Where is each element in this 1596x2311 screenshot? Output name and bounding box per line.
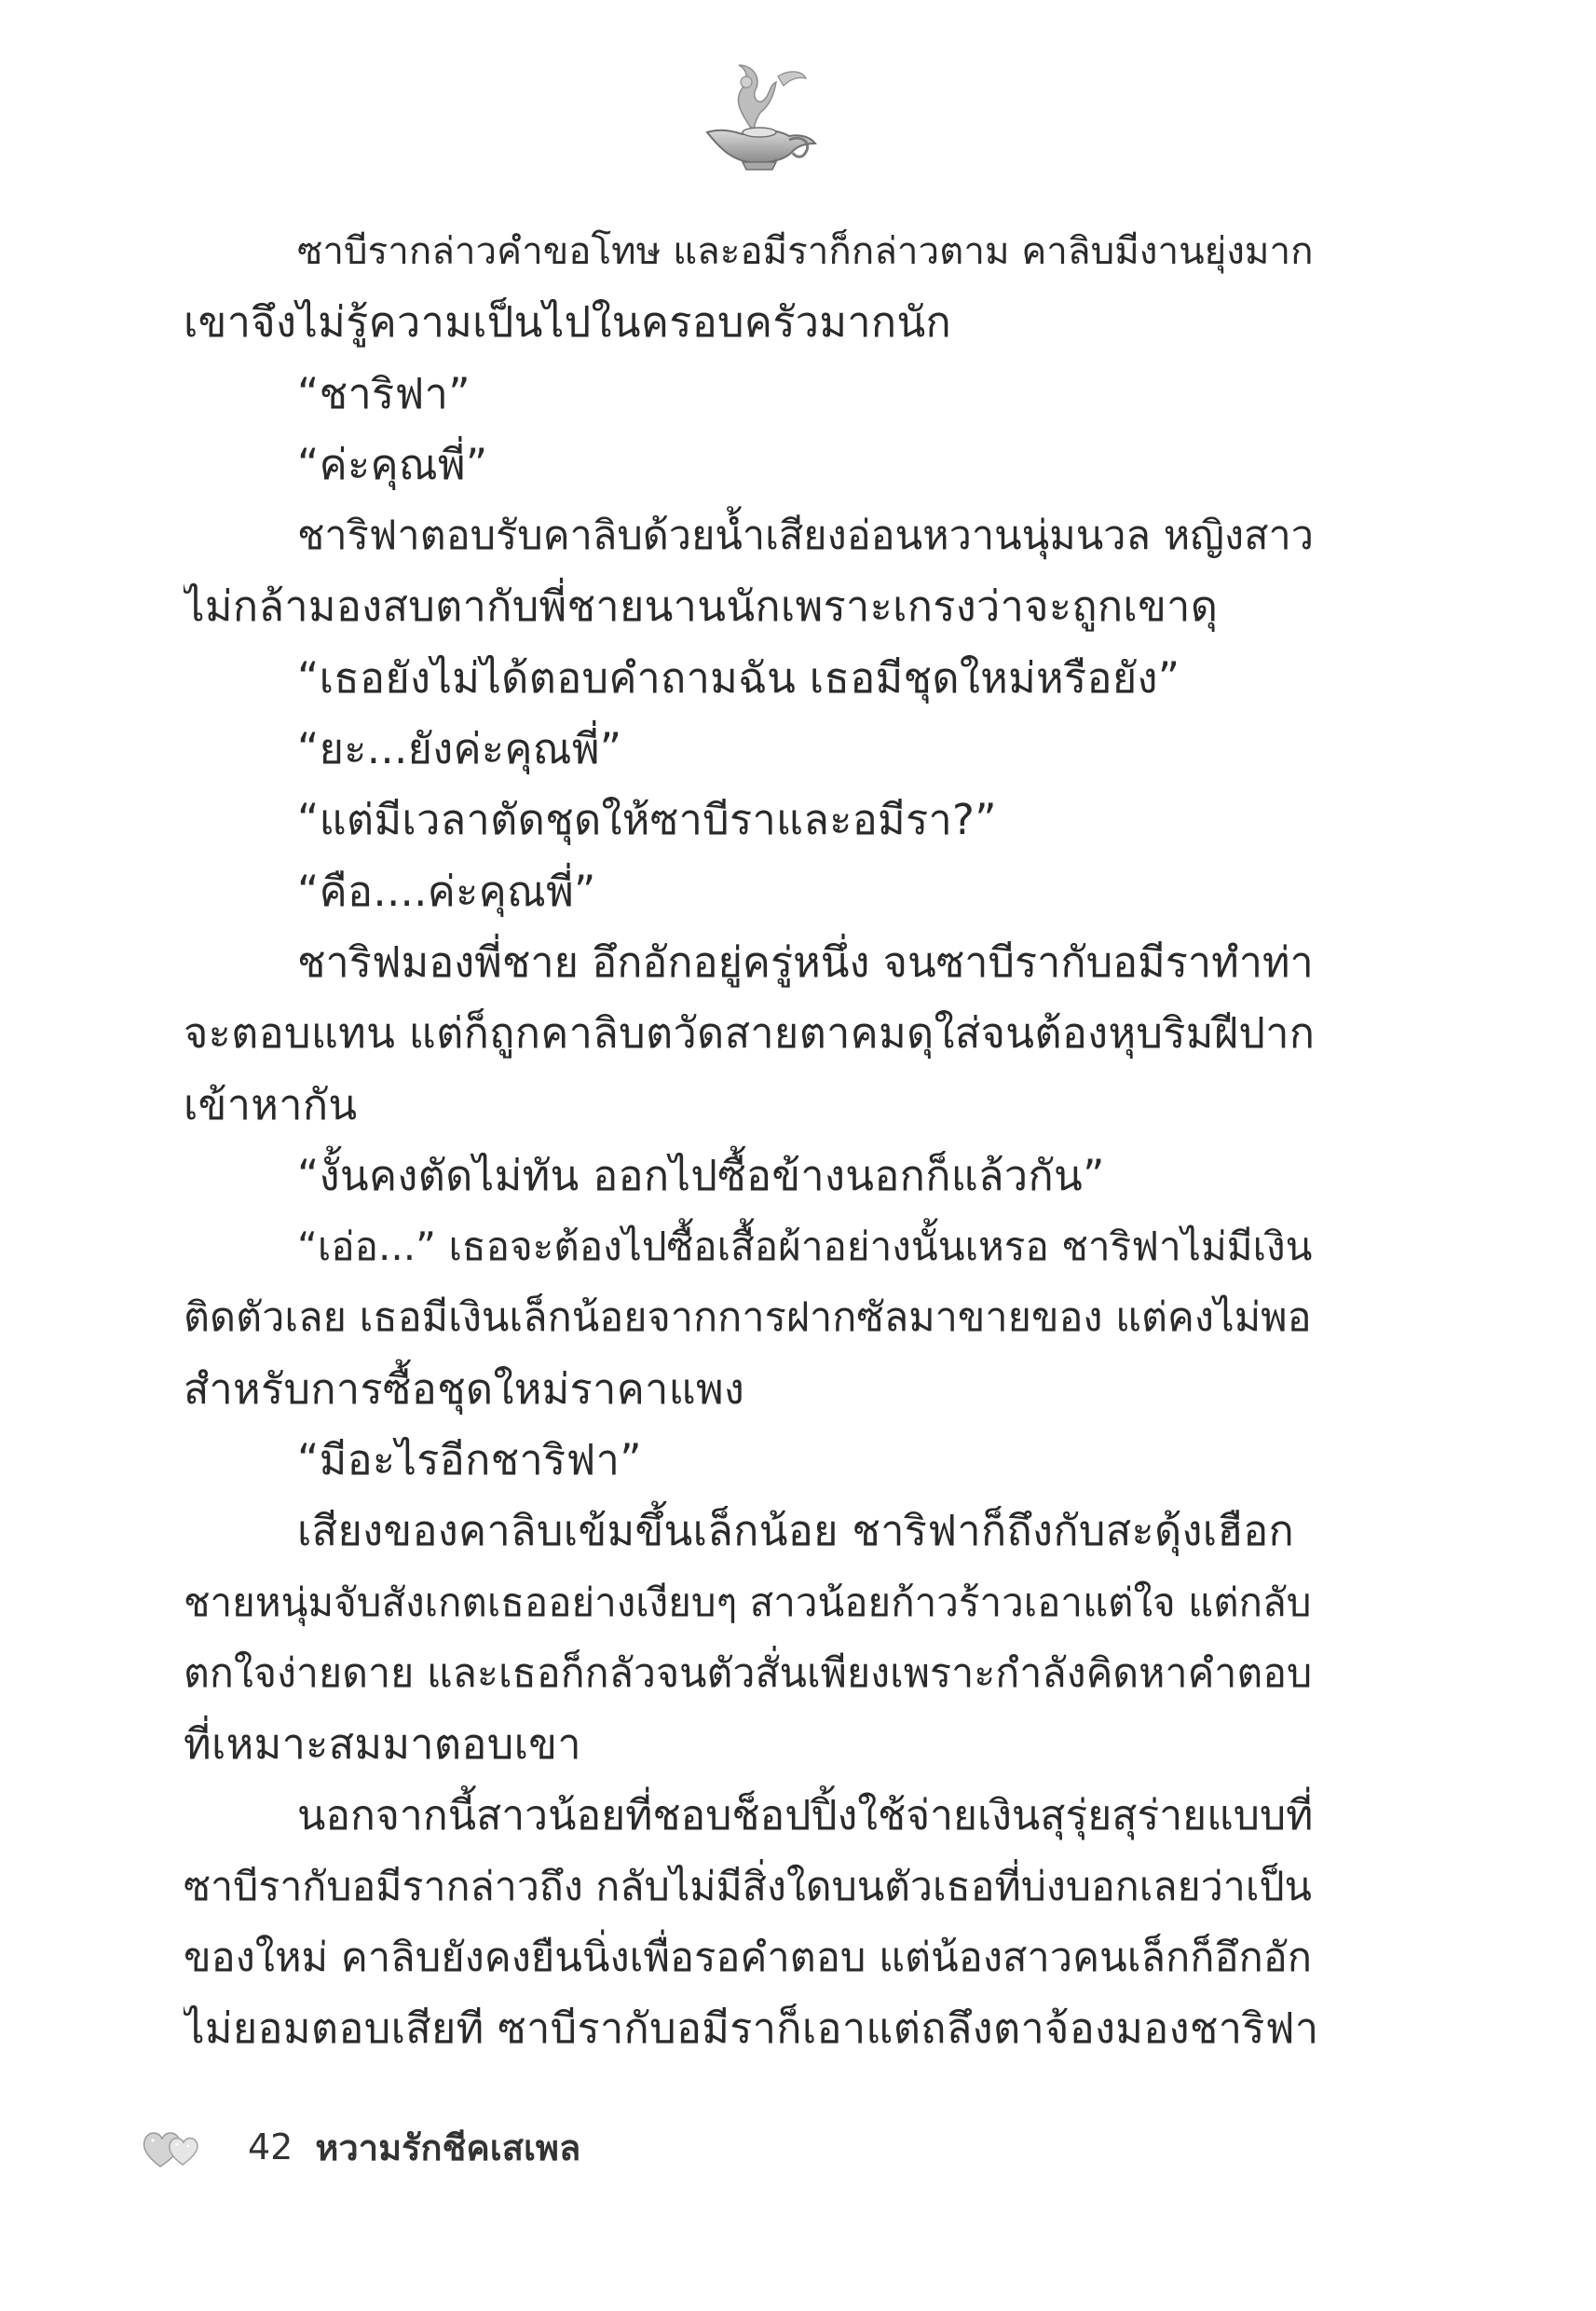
text-line: ชาริฟมองพี่ชาย อึกอักอยู่ครู่หนึ่ง จนซาบีรากับอมีราทำท่า bbox=[297, 937, 1314, 987]
text-line: “ค่ะคุณพี่” bbox=[297, 439, 488, 489]
text-line: ไม่กล้ามองสบตากับพี่ชายนานนักเพราะเกรงว่าจะถูกเขาดุ bbox=[184, 581, 1219, 632]
text-line: “เอ่อ...” เธอจะต้องไปซื้อเสื้อผ้าอย่างนั้นเหรอ ชาริฟาไม่มีเงิน bbox=[297, 1224, 1313, 1270]
text-line: นอกจากนี้สาวน้อยที่ชอบช็อปปิ้งใช้จ่ายเงินสุรุ่ยสุร่ายแบบที่ bbox=[297, 1791, 1314, 1839]
hearts-ornament-icon bbox=[140, 2122, 207, 2172]
book-title: หวามรักชีคเสเพล bbox=[315, 2126, 581, 2168]
text-line: “เธอยังไม่ได้ตอบคำถามฉัน เธอมีชุดใหม่หรือยัง” bbox=[297, 652, 1180, 703]
page-number: 42 bbox=[248, 2126, 293, 2167]
genie-lamp-ornament-icon bbox=[685, 54, 825, 175]
text-line: เข้าหากัน bbox=[184, 1079, 358, 1129]
text-line: ที่เหมาะสมมาตอบเขา bbox=[184, 1719, 581, 1770]
text-line: ไม่ยอมตอบเสียที ซาบีรากับอมีราก็เอาแต่ถลึงตาจ้องมองชาริฟา bbox=[184, 2003, 1319, 2054]
text-line: ตกใจง่ายดาย และเธอก็กลัวจนตัวสั่นเพียงเพราะกำลังคิดหาคำตอบ bbox=[184, 1649, 1313, 1697]
text-line: ซาบีรากับอมีรากล่าวถึง กลับไม่มีสิ่งใดบนตัวเธอที่บ่งบอกเลยว่าเป็น bbox=[184, 1863, 1312, 1910]
page-footer bbox=[140, 2117, 580, 2177]
text-line: “ยะ...ยังค่ะคุณพี่” bbox=[297, 724, 622, 774]
text-line: “งั้นคงตัดไม่ทัน ออกไปซื้อข้างนอกก็แล้วกัน” bbox=[297, 1150, 1105, 1200]
text-line: เสียงของคาลิบเข้มขึ้นเล็กน้อย ชาริฟาก็ถึงกับสะดุ้งเฮือก bbox=[297, 1506, 1295, 1556]
text-line: ชายหนุ่มจับสังเกตเธออย่างเงียบๆ สาวน้อยก้าวร้าวเอาแต่ใจ แต่กลับ bbox=[184, 1579, 1312, 1625]
text-line: ซาบีรากล่าวคำขอโทษ และอมีราก็กล่าวตาม คาลิบมีงานยุ่งมาก bbox=[297, 229, 1314, 273]
text-line: “ชาริฟา” bbox=[297, 368, 471, 418]
text-line: เขาจึงไม่รู้ความเป็นไปในครอบครัวมากนัก bbox=[184, 297, 952, 348]
text-line: ติดตัวเลย เธอมีเงินเล็กน้อยจากการฝากซัลมาขายของ แต่คงไม่พอ bbox=[184, 1294, 1312, 1342]
text-line: จะตอบแทน แต่ก็ถูกคาลิบตวัดสายตาคมดุใส่จนต้องหุบริมฝีปาก bbox=[184, 1008, 1316, 1059]
body-text bbox=[184, 216, 1325, 2065]
text-line: ของใหม่ คาลิบยังคงยืนนิ่งเพื่อรอคำตอบ แต่น้องสาวคนเล็กก็อึกอัก bbox=[184, 1935, 1313, 1982]
text-line: ชาริฟาตอบรับคาลิบด้วยน้ำเสียงอ่อนหวานนุ่มนวล หญิงสาว bbox=[297, 513, 1314, 560]
text-line: สำหรับการซื้อชุดใหม่ราคาแพง bbox=[184, 1363, 745, 1414]
text-line: “คือ....ค่ะคุณพี่” bbox=[297, 866, 596, 916]
text-line: “มีอะไรอีกชาริฟา” bbox=[297, 1435, 642, 1485]
text-line: “แต่มีเวลาตัดชุดให้ซาบีราและอมีรา?” bbox=[297, 795, 997, 845]
